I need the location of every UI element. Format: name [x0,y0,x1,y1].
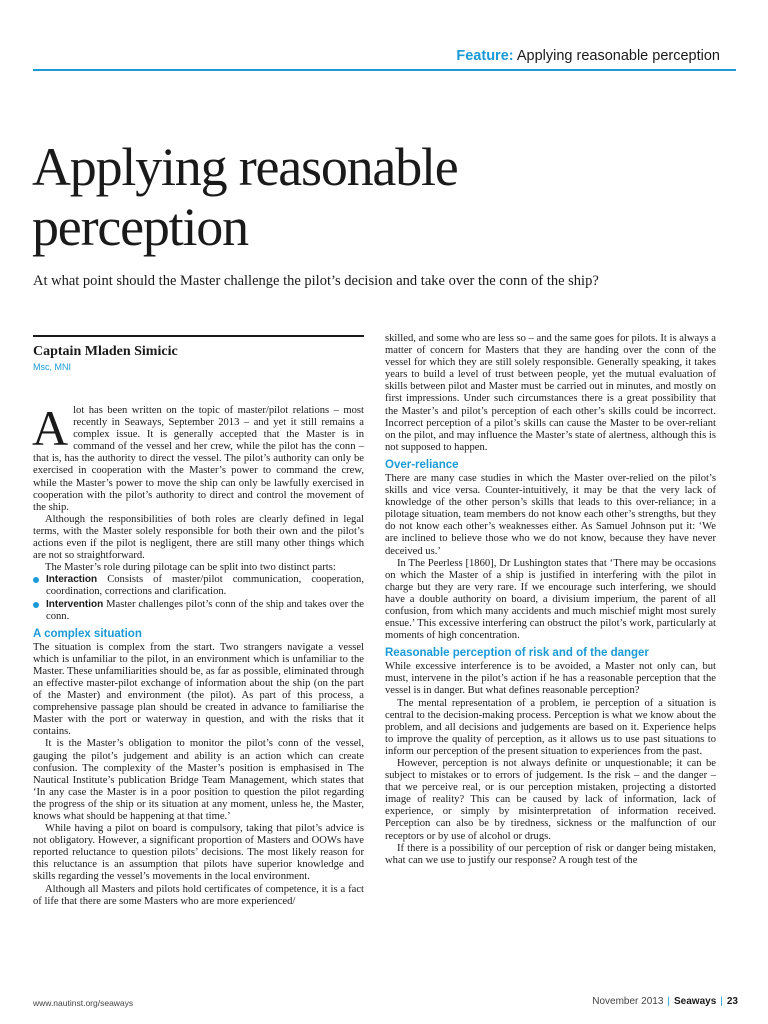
feature-label: Feature: [456,48,514,64]
body-paragraph: The mental representation of a problem, ie perception of a situation is central to the decision-making process. Perception is what we know about the problem, and all decisions and judgements are based on it. Experience helps to improve the quality of perception, as it allows us to use past situations to inform our perception of the present situation to experiences from the past. [385,697,716,757]
page-number: 23 [726,996,738,1007]
footer-url[interactable]: www.nautinst.org/seaways [33,998,134,1008]
footer-page-info [592,996,738,1007]
body-paragraph: The Master’s role during pilotage can be split into two distinct parts: [45,562,336,574]
footer-date: November 2013 [592,996,664,1007]
body-paragraph: While having a pilot on board is compulsory, taking that pilot’s advice is not obligatory. However, a significant proportion of Masters and OOWs have reported reluctance to question pilots’ decisions. The most likely reason for this reluctance is an assumption that pilots have superior knowledge and skills regarding the vessel’s movements in the local environment. [33,823,364,883]
intro-paragraph: Alot has been written on the topic of master/pilot relations – most recently in Seaways, September 2013 – and yet it still remains a complex issue. It is generally accepted that the Master is in command of the vessel and her crew, while the pilot has the conn – that is, has the authority to direct the vessel. The pilot’s authority can only be exercised in cooperation with the Master’s power to command the crew, while the Master’s power to move the ship can only be lawfully exercised in cooperation with the pilot’s authority to direct and control the movement of the ship. [32,400,364,513]
feature-header [456,48,720,64]
author-name: Captain Mladen Simicic [33,344,178,359]
body-paragraph: The situation is complex from the start. Two strangers navigate a vessel which is unfamiliar to the pilot, in an environment which is unfamiliar to the Master. These unfamiliarities should be, as far as possible, eliminated through an effective master-pilot exchange of information about the ship (on the part of the Master) and environment (the pilot). As part of this process, a comprehensive passage plan should be created in advance to familiarise the Master with the port or waterway in question, and with the risks that it contains. [33,641,364,738]
author-credentials: Msc, MNI [33,362,71,372]
bullet-icon [33,602,39,608]
section-heading: Over-reliance [385,458,459,471]
body-paragraph: In The Peerless [1860], Dr Lushington states that ‘There may be occasions on which the Master of a ship is justified in interfering with the pilot in charge but they are very rare. If we encourage such interfering, we should have a double authority on board, a divisium imperium, the parent of all confusion, from which many accidents and much mischief might most surely ensue.’ This excessive interfering can obstruct the pilot’s work, particularly at moments of high concentration. [385,557,716,642]
section-heading: A complex situation [33,627,142,640]
article-title [32,137,732,257]
author-rule [33,335,364,337]
bullet-icon [33,577,39,583]
body-paragraph: It is the Master’s obligation to monitor the pilot’s conn of the vessel, gauging the pilot’s judgement and ability is an action which can create confusion. The complexity of the Master’s position is emphasised in The Nautical Institute’s publication Bridge Team Management, which states that ‘In any case the Master is in a poor position to question the pilot regarding the progress of the ship or its situation at any moment, unless he, the Master, knows what should be happening at that time.’ [33,738,364,822]
body-paragraph: Although the responsibilities of both roles are clearly defined in legal terms, with the Master solely responsible for both their own and the pilot’s actions even if the pilot is negligent, there are still many other things which are not so straightforward. [33,513,364,562]
title-line-1: Applying reasonable [32,137,458,197]
article-subtitle: At what point should the Master challenge the pilot’s decision and take over the conn of the ship? [33,273,599,289]
right-column [385,333,716,867]
title-line-2: perception [32,197,248,257]
header-rule [33,69,736,71]
body-paragraph: However, perception is not always definite or unquestionable; it can be subject to mistakes or to errors of judgement. Is the risk – and the danger – that we perceive real, or is our perception mistaken, projecting a distorted image of reality? This can be caused by lack of information, lack of experience, or simply by misinterpretation of information received. Perception can also be by tiredness, sickness or the malfunction of our receptors or by use of alcohol or drugs. [385,758,716,842]
footer-separator: | [667,996,670,1007]
body-paragraph: Although all Masters and pilots hold certificates of competence, it is a fact of life that there are some Masters who are more experienced/ [33,883,364,907]
body-paragraph: If there is a possibility of our perception of risk or danger being mistaken, what can we use to justify our response? A rough test of the [385,842,716,866]
bullet-item-intervention: Intervention Master challenges pilot’s conn of the ship and takes over the conn. [33,599,364,623]
section-heading: Reasonable perception of risk and of the danger [385,647,649,660]
body-paragraph: While excessive interference is to be avoided, a Master not only can, but must, intervene in the pilot’s action if he has a reasonable perception that the vessel is in danger. But what defines reasonable perception? [385,661,716,697]
bullet-item-interaction: Interaction Consists of master/pilot communication, cooperation, coordination, corrections and clarification. [33,574,364,598]
feature-topic: Applying reasonable perception [516,48,720,64]
footer-separator: | [720,996,723,1007]
body-paragraph: There are many case studies in which the Master over-relied on the pilot’s skills and vice versa. Counter-intuitively, it may be that the very lack of knowledge of the other person’s skills that leads to this over-reliance; in a pilotage situation, team members do not know each other’s strengths, but they do not know each other’s weaknesses either. As Samuel Johnson put it: ‘We are inclined to believe those who we do not know, because they have never deceived us.’ [385,472,716,557]
footer-magazine: Seaways [674,996,717,1007]
left-column [32,400,364,908]
drop-cap: A [32,400,69,456]
body-paragraph: skilled, and some who are less so – and the same goes for pilots. It is always a matter of concern for Masters that they are handing over the conn of the vessel for which they are still solely responsible. Generally speaking, it takes years to build a level of trust between people, yet the mutual evaluation of skills between pilot and Master must be carried out in minutes, and mostly on first impressions. Under such circumstances there is a great possibility that the Master’s and pilot’s perception of each other’s skills could be incorrect. Incorrect perception of a pilot’s skills can cause the Master to be over-reliant on the pilot, and may influence the Master’s state of alertness, although this is not supposed to happen. [385,333,716,453]
